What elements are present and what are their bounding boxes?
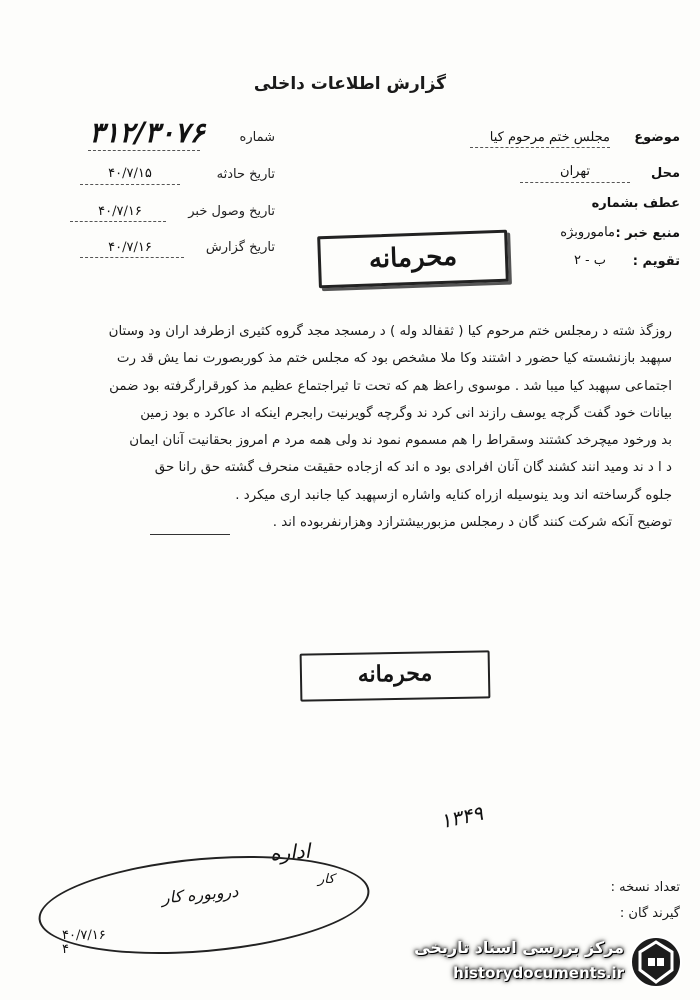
received-dotted-line (70, 221, 166, 222)
copies-label: تعداد نسخه : (610, 880, 680, 895)
body-line: بیانات خود گفت گرچه یوسف رازند انی کرد ند وگرچه گویرنیت رابجرم اینکه اد عاکرد ه بود زمین (140, 405, 672, 421)
subject-label: موضوع (634, 130, 680, 145)
number-label: شماره (239, 130, 275, 145)
handwritten-margin-mark: کار (318, 872, 335, 887)
place-value: تهران (560, 164, 590, 179)
watermark-url: historydocuments.ir (453, 964, 624, 982)
watermark (408, 930, 688, 992)
body-line: جلوه گرساخته اند وبد ینوسیله ازراه کنایه واشاره ازسپهبد کیا جانبد اری میکرد . (235, 487, 672, 503)
confidential-stamp-top: محرمانه (317, 230, 509, 289)
source-label: منبع خبر : (615, 226, 680, 241)
subject-dotted-line (470, 147, 610, 148)
incident-dotted-line (80, 184, 180, 185)
body-end-dash (150, 534, 230, 535)
source-value: ماموروبژه (560, 225, 615, 240)
reference-label: عطف بشماره (591, 196, 680, 211)
body-line: سپهبد بازنشسته کیا حضور د اشتند وکا ملا مشخص بود که مجلس ختم مذ کوربصورت نما یش قد رت (116, 351, 672, 367)
document-title: گزارش اطلاعات داخلی (253, 74, 447, 94)
body-line: بد ورخود میچرخد کشتند وسقراط را هم مسموم نمود ند ولی همه مرد م امروز بحقانیت آنان ایمان (129, 433, 672, 449)
watermark-name: مرکز بررسی اسناد تاریخی (414, 938, 624, 957)
incident-date-value: ۴۰/۷/۱۵ (108, 166, 152, 181)
grade-value: ب - ۲ (574, 253, 606, 268)
handwritten-margin-note: اداره (269, 838, 311, 866)
handwritten-date-note: ۱۳۴۹ (437, 800, 485, 834)
handwritten-signature: دروبوره کار (160, 881, 240, 908)
report-date-value: ۴۰/۷/۱۶ (108, 240, 152, 255)
subject-value: مجلس ختم مرحوم کیا (489, 130, 610, 145)
recipients-label: گیرند گان : (619, 906, 680, 921)
report-body (62, 318, 672, 536)
incident-date-label: تاریخ حادثه (216, 167, 275, 182)
received-date-label: تاریخ وصول خبر (188, 204, 275, 219)
signature-date: ۴۰/۷/۱۶ (62, 928, 106, 943)
confidential-stamp-middle: محرمانه (300, 650, 491, 701)
number-dotted-line (88, 150, 200, 151)
received-date-value: ۴۰/۷/۱۶ (98, 204, 142, 219)
body-line: توضیح آنکه شرکت کنند گان د رمجلس مزبوربیشترازد وهزارنفربوده اند . (272, 515, 672, 531)
archive-logo-icon (628, 934, 684, 990)
report-dotted-line (80, 257, 184, 258)
body-line: روزگذ شته د رمجلس ختم مرحوم کیا ( ثقفالد وله ) د رمسجد مجد گروه کثیری ازطرفد اران ود وستان (108, 324, 672, 339)
page-mark: ۴ (62, 942, 69, 957)
body-line: اجتماعی سپهبد کیا میبا شد . موسوی راعظ هم که تحت تا ثیراجتماع عظیم مذ کورقرارگرفته بود ضمن (109, 378, 672, 394)
place-dotted-line (520, 182, 630, 183)
report-date-label: تاریخ گزارش (205, 240, 275, 255)
grade-label: تقویم : (632, 254, 680, 269)
body-line: د ا د ند ومید انند کشند گان آنان افرادی بود ه اند که ازجاده حقیقت منحرف گشته حق رانا حق (154, 460, 672, 476)
place-label: محل (650, 166, 680, 181)
number-value: ۳۱۲/۳۰۷۶ (89, 116, 205, 149)
